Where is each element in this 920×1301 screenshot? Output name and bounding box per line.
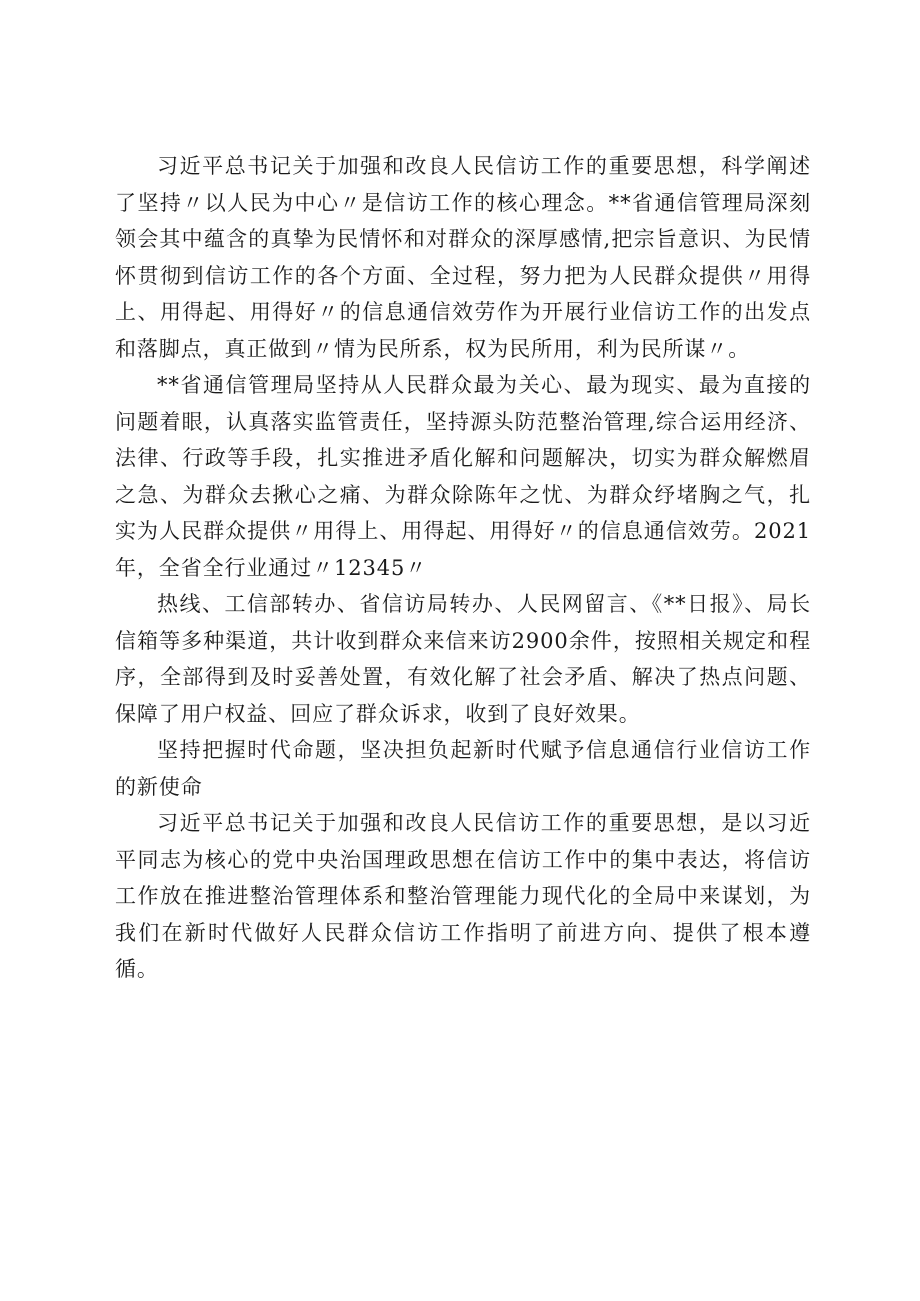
section-heading: 坚持把握时代命题，坚决担负起新时代赋予信息通信行业信访工作的新使命 (115, 738, 811, 799)
document-body (115, 148, 811, 988)
paragraph-1: 习近平总书记关于加强和改良人民信访工作的重要思想，科学阐述了坚持〃以人民为中心〃是信访工作的核心理念。**省通信管理局深刻领会其中蕴含的真挚为民情怀和对群众的深厚感情,把宗旨意识、为民情怀贯彻到信访工作的各个方面、全过程，努力把为人民群众提供〃用得上、用得起、用得好〃的信息通信效劳作为开展行业信访工作的出发点和落脚点，真正做到〃情为民所系，权为民所用，利为民所谋〃。 (115, 154, 811, 361)
paragraph-2: **省通信管理局坚持从人民群众最为关心、最为现实、最为直接的问题着眼，认真落实监管责任，坚持源头防范整治管理,综合运用经济、法律、行政等手段，扎实推进矛盾化解和问题解决，切实为群众解燃眉之急、为群众去揪心之痛、为群众除陈年之忧、为群众纾堵胸之气，扎实为人民群众提供〃用得上、用得起、用得好〃的信息通信效劳。2021年，全省全行业通过〃12345〃 (115, 373, 811, 580)
paragraph-4: 习近平总书记关于加强和改良人民信访工作的重要思想，是以习近平同志为核心的党中央治国理政思想在信访工作中的集中表达，将信访工作放在推进整治管理体系和整治管理能力现代化的全局中来谋划，为我们在新时代做好人民群众信访工作指明了前进方向、提供了根本遵循。 (115, 811, 811, 981)
paragraph-3: 热线、工信部转办、省信访局转办、人民网留言、《**日报》、局长信箱等多种渠道，共计收到群众来信来访2900余件，按照相关规定和程序，全部得到及时妥善处置，有效化解了社会矛盾、解决了热点问题、保障了用户权益、回应了群众诉求，收到了良好效果。 (115, 592, 811, 726)
